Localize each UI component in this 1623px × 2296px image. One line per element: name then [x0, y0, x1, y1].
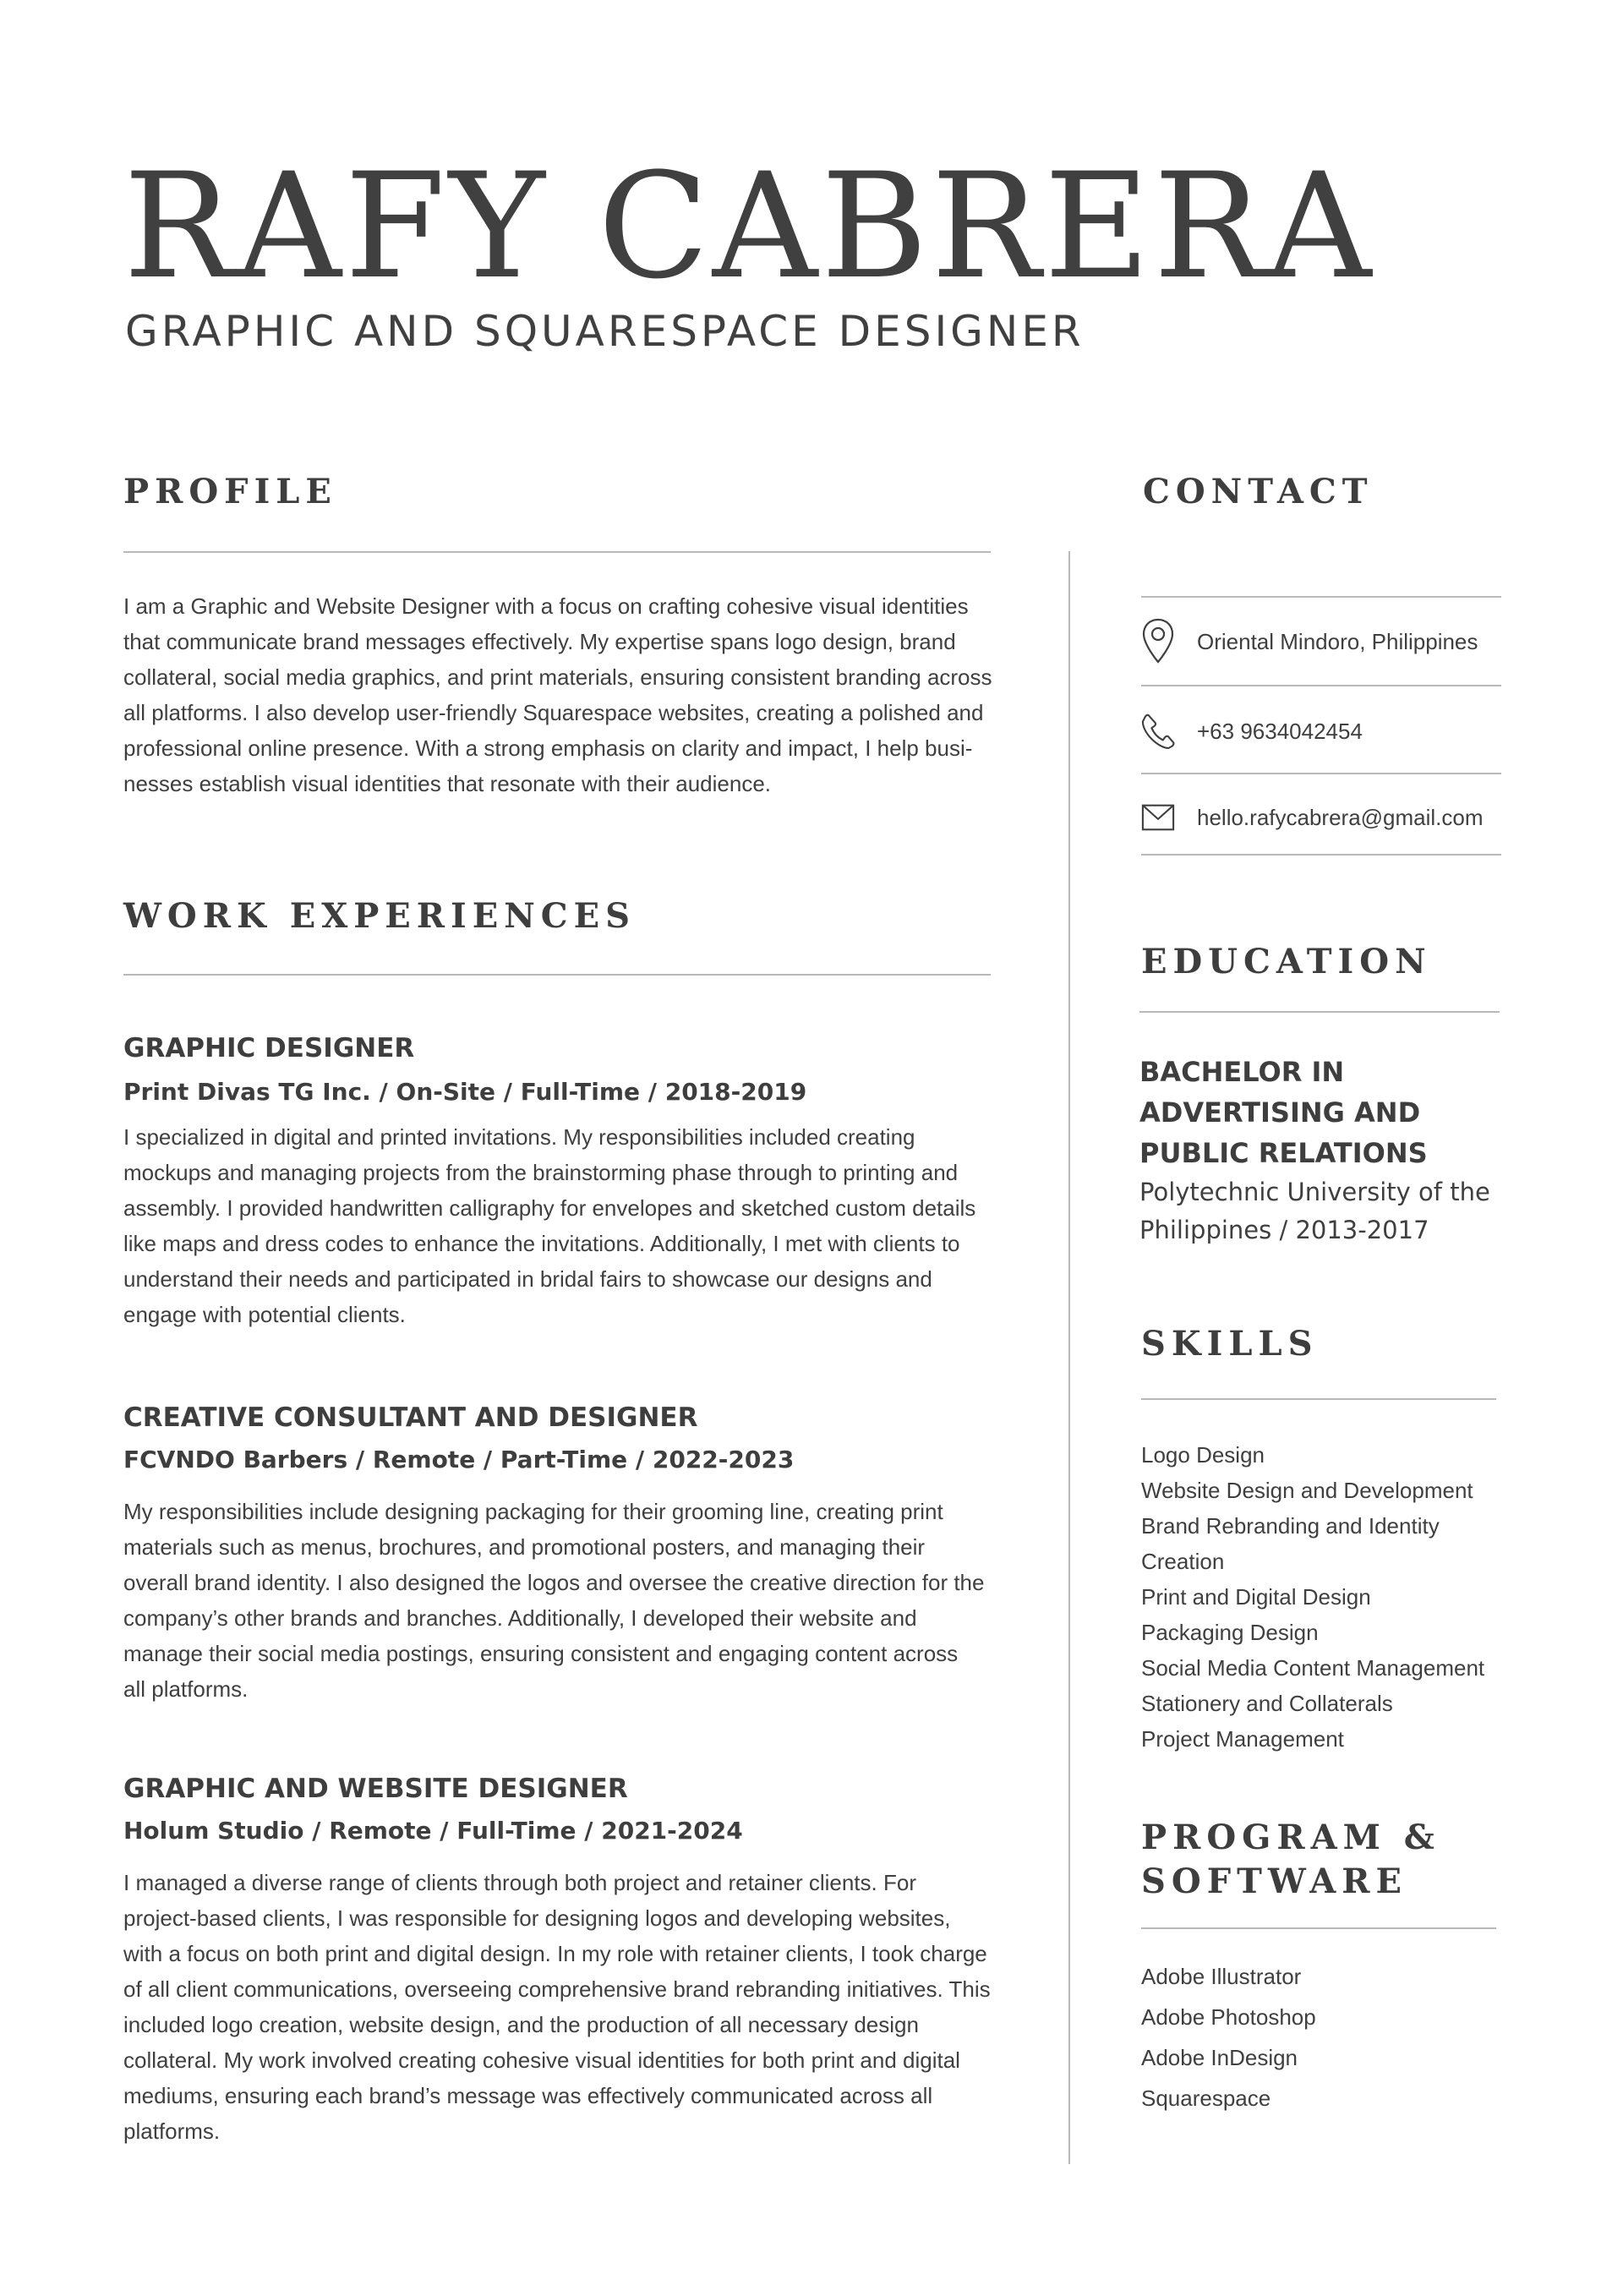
- contact-phone: [1141, 688, 1503, 774]
- job-description: My responsibilities include designing packaging for their grooming line, creating print materials such as menus, brochures, and promotional posters, and managing their overall brand identity. I also designed the logos and oversee the creative direction for the company’s other brands and branches. Additionally, I developed their website and manage their social media postings, ensuring consistent and engaging content across all platforms.: [123, 1499, 985, 1702]
- location-pin-icon: [1141, 623, 1175, 660]
- job-meta: Print Divas TG Inc. / On-Site / Full-Time / 2018-2019: [123, 1078, 807, 1106]
- contact-email-text: hello.rafycabrera@gmail.com: [1197, 804, 1484, 830]
- skills-heading: SKILLS: [1141, 1324, 1319, 1364]
- job-description: I specialized in digital and printed invitations. My responsibilities included creating mockups and managing projects from the brainstorming phase through to printing and assembly. I provided handwritten calligraphy for envelopes and sketched custom details like maps and dress codes to enhance the invitations. Additionally, I met with clients to understand their needs and participated in bridal fairs to showcase our designs and engage with potential clients.: [123, 1124, 976, 1327]
- column-divider: [1068, 551, 1070, 2164]
- contact-email: [1141, 774, 1503, 861]
- work-heading: WORK EXPERIENCES: [123, 896, 637, 936]
- job-title: GRAPHIC AND WEBSITE DESIGNER: [123, 1774, 628, 1804]
- profile-heading: PROFILE: [123, 472, 337, 511]
- software-list: [1141, 1956, 1316, 2118]
- contact-divider: [1141, 685, 1501, 686]
- list-item: Brand Rebranding and Identity: [1141, 1513, 1440, 1539]
- list-item: Squarespace: [1141, 2086, 1271, 2111]
- education-divider: [1139, 1011, 1500, 1013]
- list-item: Stationery and Collaterals: [1141, 1691, 1393, 1716]
- contact-location-text: Oriental Mindoro, Philippines: [1197, 628, 1478, 654]
- list-item: Adobe Illustrator: [1141, 1964, 1302, 1989]
- profile-text: I am a Graphic and Website Designer with a focus on crafting cohesive visual identities that communicate brand messages effectively. My expertise spans logo design, brand collateral, social media graphics, and print materials, ensuring consistent branding across all platforms. I also develop user-friendly Squarespace websites, creating a polished and professional online presence. With a strong emphasis on clarity and impact, I help busi-nesses establish visual identities that resonate with their audience.: [123, 593, 992, 796]
- list-item: Social Media Content Management: [1141, 1655, 1485, 1681]
- contact-location: [1141, 599, 1503, 685]
- resume-name: RAFY CABRERA: [123, 141, 1375, 311]
- software-heading-line2: SOFTWARE: [1141, 1861, 1408, 1901]
- list-item: Packaging Design: [1141, 1620, 1319, 1645]
- list-item: Logo Design: [1141, 1442, 1265, 1468]
- phone-icon: [1141, 713, 1175, 750]
- job-description: I managed a diverse range of clients through both project and retainer clients. For project-based clients, I was responsible for designing logos and developing websites, with a focus on both print and digital design. In my role with retainer clients, I took charge of all client communications, overseeing comprehensive brand rebranding initiatives. This included logo creation, website design, and the production of all necessary design collateral. My work involved creating cohesive visual identities for both print and digital mediums, ensuring each brand’s message was effectively communicated across all platforms.: [123, 1870, 991, 2144]
- contact-divider: [1141, 854, 1501, 856]
- list-item: Website Design and Development: [1141, 1478, 1473, 1503]
- education-entry: [1139, 1052, 1511, 1249]
- profile-divider: [123, 551, 991, 553]
- contact-divider: [1141, 596, 1501, 598]
- list-item: Print and Digital Design: [1141, 1584, 1371, 1610]
- job-entry: [123, 1399, 986, 1707]
- contact-heading: CONTACT: [1143, 472, 1374, 511]
- list-item: Project Management: [1141, 1726, 1344, 1752]
- list-item: Adobe Photoshop: [1141, 2004, 1316, 2030]
- resume-role: GRAPHIC AND SQUARESPACE DESIGNER: [125, 307, 1085, 356]
- skills-list: [1141, 1437, 1484, 1757]
- work-divider: [123, 974, 991, 976]
- software-heading: [1141, 1816, 1440, 1904]
- mail-icon: [1141, 799, 1175, 836]
- job-title: CREATIVE CONSULTANT AND DESIGNER: [123, 1402, 698, 1433]
- job-meta: FCVNDO Barbers / Remote / Part-Time / 2022-2023: [123, 1446, 795, 1473]
- job-entry: [123, 1770, 994, 2149]
- software-heading-line1: PROGRAM &: [1141, 1818, 1440, 1857]
- education-heading: EDUCATION: [1141, 942, 1432, 981]
- job-title: GRAPHIC DESIGNER: [123, 1033, 415, 1063]
- contact-phone-text: +63 9634042454: [1197, 718, 1363, 744]
- education-school: Polytechnic University of the Philippines / 2013-2017: [1139, 1178, 1490, 1244]
- skills-divider: [1141, 1398, 1496, 1400]
- job-entry: [123, 1030, 986, 1332]
- software-divider: [1141, 1927, 1496, 1929]
- list-item: Adobe InDesign: [1141, 2045, 1298, 2070]
- list-item: Creation: [1141, 1549, 1225, 1574]
- job-meta: Holum Studio / Remote / Full-Time / 2021-2024: [123, 1817, 743, 1845]
- education-degree: BACHELOR IN ADVERTISING AND PUBLIC RELATIONS: [1139, 1056, 1428, 1169]
